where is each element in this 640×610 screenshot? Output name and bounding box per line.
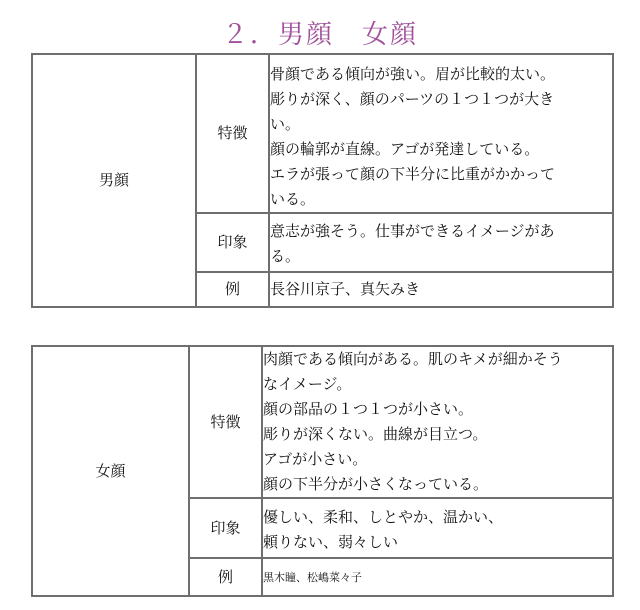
female-face-table — [31, 345, 614, 597]
example-label: 例 — [196, 272, 269, 307]
example-label: 例 — [189, 558, 262, 596]
text-line: 骨顔である傾向が強い。眉が比較的太い。 — [270, 65, 556, 83]
text-line: 意志が強そう。仕事ができるイメージがあ — [270, 222, 555, 240]
category-cell: 男顔 — [32, 54, 196, 307]
impression-description — [269, 213, 613, 272]
feature-label: 特徴 — [196, 54, 269, 213]
impression-label: 印象 — [196, 213, 269, 272]
text-line: 彫りが深く、顔のパーツの１つ１つが大き — [270, 90, 555, 108]
text-line: いる。 — [270, 190, 316, 208]
text-line: 彫りが深くない。曲線が目立つ。 — [263, 425, 488, 443]
feature-label: 特徴 — [189, 346, 262, 498]
text-line: 頼りない、弱々しい — [263, 532, 399, 551]
text-line: る。 — [270, 247, 301, 265]
text-line: 顔の輪郭が直線。アゴが発達している。 — [270, 140, 540, 158]
text-line: 優しい、柔和、しとやか、温かい、 — [263, 507, 504, 526]
feature-description — [269, 54, 613, 213]
impression-label: 印象 — [189, 498, 262, 558]
category-cell: 女顔 — [32, 346, 189, 596]
impression-description — [262, 498, 613, 558]
example-text: 長谷川京子、真矢みき — [269, 272, 613, 307]
page-title: ２．男顔 女顔 — [221, 20, 418, 50]
text-line: い。 — [270, 115, 301, 133]
text-line: エラが張って顔の下半分に比重がかかって — [270, 165, 556, 183]
feature-description — [262, 346, 613, 498]
text-line: なイメージ。 — [263, 375, 352, 393]
text-line: 顔の下半分が小さくなっている。 — [263, 475, 489, 493]
text-line: 肉顔である傾向がある。肌のキメが細かそう — [263, 350, 563, 368]
text-line: 顔の部品の１つ１つが小さい。 — [263, 400, 474, 418]
male-face-table — [31, 53, 614, 308]
example-text: 黒木瞳、松嶋菜々子 — [262, 558, 613, 596]
text-line: アゴが小さい。 — [263, 450, 368, 468]
